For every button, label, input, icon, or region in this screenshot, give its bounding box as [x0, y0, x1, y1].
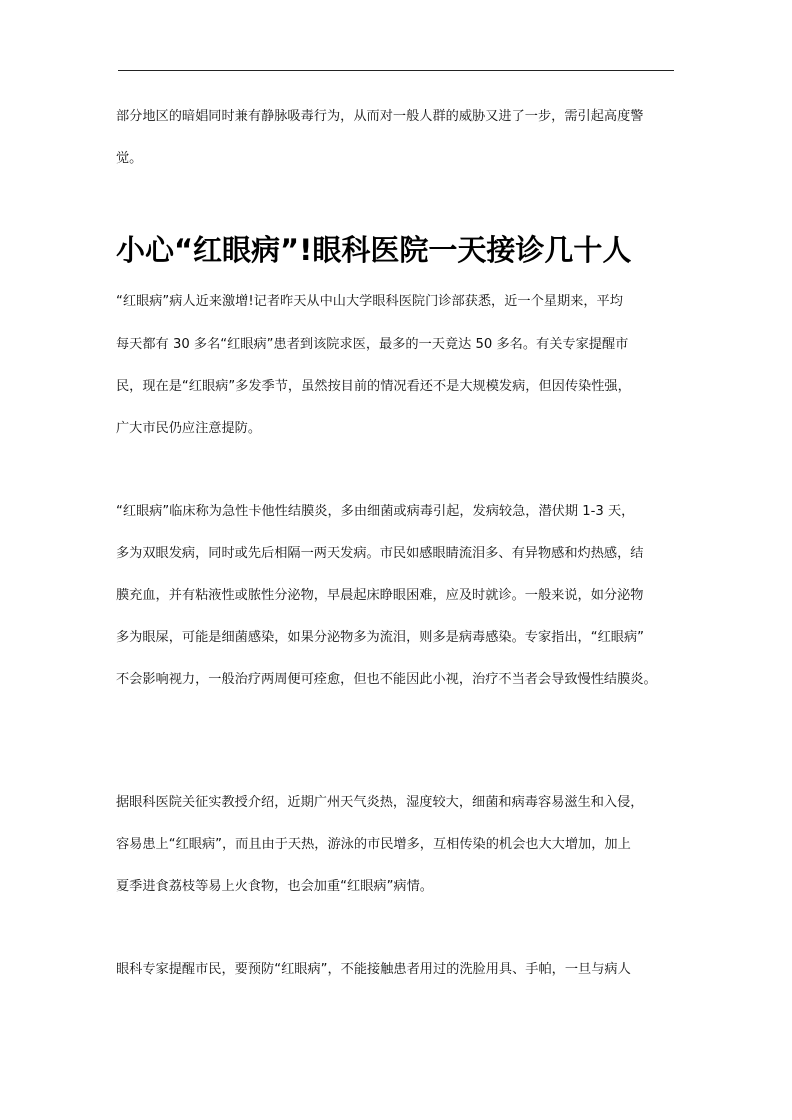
text-line: 部分地区的暗娼同时兼有静脉吸毒行为，从而对一般人群的威胁又进了一步，需引起高度警 [116, 109, 644, 124]
text-line: 每天都有 30 多名“红眼病”患者到该院求医，最多的一天竟达 50 多名。有关专家提醒市 [116, 337, 629, 352]
text-line: 膜充血，并有粘液性或脓性分泌物，早晨起床睁眼困难，应及时就诊。一般来说，如分泌物 [116, 588, 644, 603]
article-title: 小心“红眼病”!眼科医院一天接诊几十人 [116, 233, 632, 267]
header-rule [118, 70, 674, 71]
text-line: 不会影响视力，一般治疗两周便可痊愈，但也不能因此小视，治疗不当者会导致慢性结膜炎。 [116, 672, 657, 687]
text-line: 广大市民仍应注意提防。 [116, 421, 262, 436]
text-line: 容易患上“红眼病”，而且由于天热，游泳的市民增多，互相传染的机会也大大增加，加上 [116, 837, 631, 852]
text-line: 夏季进食荔枝等易上火食物，也会加重“红眼病”病情。 [116, 879, 433, 894]
text-line: 据眼科医院关征实教授介绍，近期广州天气炎热，湿度较大，细菌和病毒容易滋生和入侵， [116, 795, 644, 810]
text-line: 民，现在是“红眼病”多发季节，虽然按目前的情况看还不是大规模发病，但因传染性强， [116, 379, 631, 394]
text-line: 多为双眼发病，同时或先后相隔一两天发病。市民如感眼睛流泪多、有异物感和灼热感，结 [116, 546, 644, 561]
text-line: “红眼病”临床称为急性卡他性结膜炎，多由细菌或病毒引起，发病较急，潜伏期 1-3 天， [116, 504, 635, 519]
text-line: “红眼病”病人近来激增!记者昨天从中山大学眼科医院门诊部获悉，近一个星期来，平均 [116, 294, 623, 309]
text-line: 多为眼屎，可能是细菌感染，如果分泌物多为流泪，则多是病毒感染。专家指出，“红眼病” [116, 630, 644, 645]
text-line: 眼科专家提醒市民，要预防“红眼病”，不能接触患者用过的洗脸用具、手帕，一旦与病人 [116, 962, 631, 977]
text-line: 觉。 [116, 151, 143, 166]
